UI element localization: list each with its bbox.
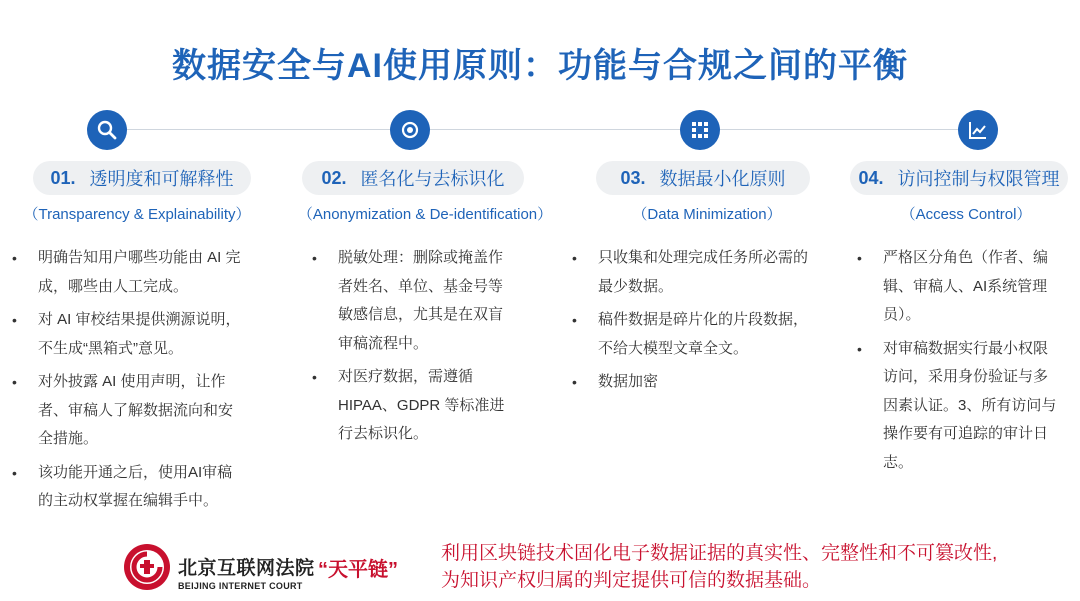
chart-icon [958, 110, 998, 150]
footer-note [441, 540, 997, 594]
list-item: • 对审稿数据实行最小权限访问，采用身份验证与多因素认证。3、所有访问与操作要有可追踪的审计日志。 [857, 335, 1057, 478]
column-4-label: 访问控制与权限管理 [897, 169, 1060, 189]
list-item: • 严格区分角色（作者、编辑、审稿人、AI系统管理员）。 [857, 244, 1057, 330]
column-1-number: 01. [50, 167, 76, 188]
column-1-subtitle: （Transparency & Explainability） [23, 206, 251, 223]
column-3-bullets [572, 244, 812, 402]
list-item: • 对外披露 AI 使用声明，让作者、审稿人了解数据流向和安全措施。 [12, 368, 242, 454]
target-icon [390, 110, 430, 150]
list-item: • 只收集和处理完成任务所必需的最少数据。 [572, 244, 812, 301]
page-title: 数据安全与AI使用原则：功能与合规之间的平衡 [172, 47, 908, 85]
court-name [178, 553, 315, 591]
column-4-bullets [857, 244, 1057, 482]
beijing-internet-court-logo [122, 542, 172, 592]
column-3-subtitle: （Data Minimization） [632, 206, 782, 223]
tianpinglian-label: “天平链” [318, 559, 398, 581]
timeline-line [105, 129, 985, 130]
list-item: • 明确告知用户哪些功能由 AI 完成，哪些由人工完成。 [12, 244, 242, 301]
list-item: • 稿件数据是碎片化的片段数据，不给大模型文章全文。 [572, 306, 812, 363]
column-4-heading [850, 161, 1068, 195]
column-2-number: 02. [321, 167, 347, 188]
court-name-en: BEIJING INTERNET COURT [178, 581, 303, 591]
list-item: • 数据加密 [572, 368, 812, 397]
footer-note-line-1: 利用区块链技术固化电子数据证据的真实性、完整性和不可篡改性, [441, 543, 998, 564]
column-2-bullets [312, 244, 512, 454]
column-2-label: 匿名化与去标识化 [360, 169, 505, 189]
column-4-number: 04. [858, 167, 884, 188]
column-3-number: 03. [620, 167, 646, 188]
column-4-subtitle: （Access Control） [900, 206, 1032, 223]
list-item: • 该功能开通之后，使用AI审稿的主动权掌握在编辑手中。 [12, 459, 242, 516]
court-name-cn: 北京互联网法院 [178, 558, 315, 579]
search-icon [87, 110, 127, 150]
list-item: • 脱敏处理：删除或掩盖作者姓名、单位、基金号等敏感信息，尤其是在双盲审稿流程中。 [312, 244, 512, 358]
column-2-heading [302, 161, 524, 195]
footer-note-line-2: 为知识产权归属的判定提供可信的数据基础。 [441, 570, 822, 591]
column-3-label: 数据最小化原则 [659, 169, 786, 189]
grid-icon [680, 110, 720, 150]
column-2-subtitle: （Anonymization & De-identification） [297, 206, 553, 223]
column-1-bullets [12, 244, 242, 521]
list-item: • 对 AI 审校结果提供溯源说明，不生成“黑箱式”意见。 [12, 306, 242, 363]
column-3-heading [596, 161, 810, 195]
column-1-heading [33, 161, 251, 195]
column-1-label: 透明度和可解释性 [89, 169, 234, 189]
list-item: • 对医疗数据，需遵循 HIPAA、GDPR 等标准进行去标识化。 [312, 363, 512, 449]
